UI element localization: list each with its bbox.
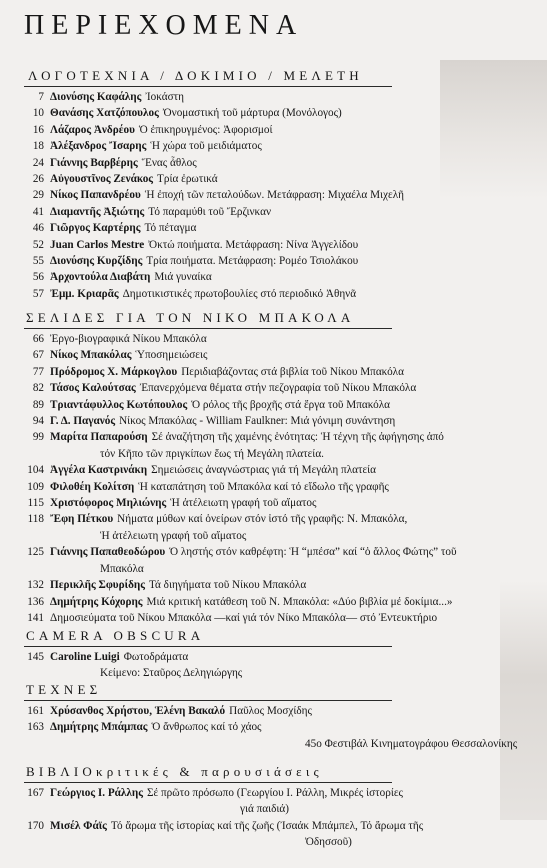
entry-author: Δημήτρης Μπάμπας <box>50 721 148 734</box>
entry-author: Ἀρχοντούλα Διαβάτη <box>50 271 151 284</box>
entry-author: Διονύσης Καφάλης <box>50 91 142 103</box>
entry-title: Τό ἄρωμα τῆς ἱστορίας καί τῆς ζωῆς (Ἰσαάκ Μπάμπελ, Τό ἄρωμα τῆς <box>110 819 424 832</box>
toc-entry <box>0 253 547 269</box>
toc-entry <box>0 171 547 187</box>
toc-entry <box>0 155 547 171</box>
toc-entry <box>0 785 547 801</box>
page-number: 18 <box>32 140 44 153</box>
entry-title: Ἐπανερχόμενα θέματα στήν πεζογραφία τοῦ Νίκου Μπακόλα <box>139 382 417 395</box>
toc-section <box>0 682 547 752</box>
page-number: 94 <box>32 415 44 428</box>
entry-author: Δημήτρης Κόχορης <box>50 595 143 608</box>
section-rule <box>24 782 392 783</box>
entry-continuation: Μπακόλα <box>100 562 144 575</box>
toc-section <box>0 764 547 851</box>
entry-title: Δημοτικιστικές πρωτοβουλίες στό περιοδικό Ἀθηνᾶ <box>122 287 357 300</box>
section-heading: ΤΕΧΝΕΣ <box>26 682 102 697</box>
entry-author: Αὐγουστῖνος Ζενάκος <box>50 173 154 186</box>
page-number: 24 <box>32 156 44 169</box>
page-number: 46 <box>32 222 44 235</box>
toc-entry <box>0 269 547 285</box>
page-number: 55 <box>32 255 44 268</box>
entry-title: Νήματα μύθων καί ὀνείρων στόν ἱστό τῆς γραφῆς: Ν. Μπακόλα, <box>117 513 408 526</box>
toc-entry <box>0 138 547 154</box>
page-number: 99 <box>32 431 44 444</box>
page-number: 104 <box>27 464 44 477</box>
entry-title: Μιά γυναίκα <box>154 271 212 284</box>
page-number: 56 <box>32 271 44 284</box>
page-number: 109 <box>27 480 44 493</box>
page-number: 141 <box>27 611 44 624</box>
entry-author: Νίκος Μπακόλας <box>50 349 132 362</box>
toc-entry <box>0 286 547 302</box>
entry-continuation: γιά παιδιά) <box>240 803 289 816</box>
toc-entry <box>0 462 547 478</box>
entry-title: Τρία ποιήματα. Μετάφραση: Ρομέο Τσιολάκου <box>146 255 359 268</box>
toc-section <box>0 628 547 682</box>
entry-title: Τά διηγήματα τοῦ Νίκου Μπακόλα <box>148 579 307 592</box>
section-heading: ΣΕΛΙΔΕΣ ΓΙΑ ΤΟΝ ΝΙΚΟ ΜΠΑΚΟΛΑ <box>26 310 355 325</box>
entry-author: Χρύσανθος Χρήστου, Ἑλένη Βακαλό <box>50 705 226 717</box>
section-rule <box>24 328 392 329</box>
toc-entry <box>0 818 547 834</box>
entry-author: Διαμαντῆς Ἀξιώτης <box>50 205 145 218</box>
page-number: 132 <box>27 579 44 592</box>
entry-author: Γεώργιος Ι. Ράλλης <box>50 787 143 799</box>
entry-title: Ἡ ἐποχή τῶν πεταλούδων. Μετάφραση: Μιχαέλα Μιχελῆ <box>144 189 404 202</box>
page-number: 118 <box>27 513 44 526</box>
toc-entry <box>0 122 547 138</box>
entry-title: Τό πέταγμα <box>144 222 197 235</box>
toc-entry <box>0 703 547 719</box>
entry-continuation: 45ο Φεστιβάλ Κινηματογράφου Θεσσαλονίκης <box>305 737 518 750</box>
entry-author: Ἀλέξανδρος Ἴσαρης <box>50 140 147 153</box>
toc-entry <box>0 331 547 347</box>
entry-author: Νίκος Παπανδρέου <box>50 189 141 202</box>
entry-title: Σημειώσεις ἀναγνώστριας γιά τή Μεγάλη πλατεία <box>151 464 377 477</box>
entry-author: Διονύσης Κυρζίδης <box>50 255 143 268</box>
page-number: 167 <box>27 787 44 799</box>
entry-author: Λάζαρος Ἀνδρέου <box>50 123 135 136</box>
entry-title: Ἡ ἀτέλειωτη γραφή τοῦ αἵματος <box>170 497 317 510</box>
entry-author: Μαρίτα Παπαρούση <box>50 431 148 444</box>
toc-entry <box>0 204 547 220</box>
entry-author: Πρόδρομος Χ. Μάρκογλου <box>50 365 178 378</box>
entry-author: Φιλοθέη Κολίτση <box>50 480 135 493</box>
page-number: 115 <box>27 497 44 510</box>
toc-entry <box>0 479 547 495</box>
section-rule <box>24 86 392 87</box>
toc-entry <box>0 347 547 363</box>
entry-author: Τριαντάφυλλος Κωτόπουλος <box>50 398 188 411</box>
page-number: 82 <box>32 382 44 395</box>
entry-title: Ὑποσημειώσεις <box>135 349 208 362</box>
entry-author: Ἀγγέλα Καστρινάκη <box>50 464 148 477</box>
page-number: 10 <box>32 107 44 120</box>
toc-entry <box>0 105 547 121</box>
entry-author: Θανάσης Χατζόπουλος <box>50 107 159 120</box>
entry-continuation: Ἡ ἀτέλειωτη γραφή τοῦ αἵματος <box>100 529 247 542</box>
page-number: 26 <box>32 173 44 186</box>
page-number: 52 <box>32 238 44 251</box>
page-number: 163 <box>27 721 44 734</box>
toc-entry <box>0 577 547 593</box>
entry-continuation: Κείμενο: Σταῦρος Δεληγιώργης <box>100 667 243 680</box>
page-number: 16 <box>32 123 44 136</box>
toc-entry <box>0 187 547 203</box>
entry-title: Δημοσιεύματα τοῦ Νίκου Μπακόλα —καί γιά τόν Νίκο Μπακόλα— στό Ἐντευκτήριο <box>50 611 438 624</box>
section-heading: CAMERA OBSCURA <box>26 628 205 643</box>
entry-title: Τό παραμύθι τοῦ Ἔρζινκαν <box>148 205 272 218</box>
page-number: 29 <box>32 189 44 202</box>
entry-title: Ὁ ρόλος τῆς βροχῆς στά ἔργα τοῦ Μπακόλα <box>191 398 390 411</box>
entry-author: Γιάννης Παπαθεοδώρου <box>50 546 166 559</box>
toc-entry <box>0 511 547 527</box>
page-number: 161 <box>27 705 44 717</box>
page-number: 170 <box>27 819 44 832</box>
entry-title: Σέ ἀναζήτηση τῆς χαμένης ἑνότητας: Ἡ τέχνη τῆς ἀφήγησης ἀπό <box>151 431 444 444</box>
entry-title: Ὀνομαστική τοῦ μάρτυρα (Μονόλογος) <box>162 107 342 120</box>
section-heading: ΛΟΓΟΤΕΧΝΙΑ / ΔΟΚΙΜΙΟ / ΜΕΛΕΤΗ <box>28 68 363 83</box>
entry-author: Χριστόφορος Μηλιώνης <box>50 497 167 510</box>
toc-entry <box>0 237 547 253</box>
page-number: 7 <box>38 91 44 103</box>
page-number: 67 <box>32 349 44 362</box>
toc-entry <box>0 649 547 665</box>
entry-title: Παῦλος Μοσχίδης <box>229 705 312 717</box>
entry-continuation: Ὀδησσοῦ) <box>305 836 352 849</box>
toc-entry <box>0 397 547 413</box>
page-title: ΠΕΡΙΕΧΟΜΕΝΑ <box>24 10 304 41</box>
toc-entry <box>0 364 547 380</box>
entry-author: Περικλῆς Σφυρίδης <box>50 579 145 592</box>
entry-author: Γιῶργος Καρτέρης <box>50 222 141 235</box>
entry-author: Ἔφη Πέτκου <box>50 513 114 526</box>
toc-entry <box>0 89 547 105</box>
toc-section <box>0 310 547 626</box>
entry-title: Ἡ καταπάτηση τοῦ Μπακόλα καί τό εἴδωλο τῆς γραφῆς <box>138 480 389 493</box>
page-number: 136 <box>27 595 44 608</box>
entry-title: Ἕνας ἆθλος <box>141 156 197 169</box>
entry-title: Φωτοδράματα <box>123 651 189 663</box>
toc-entry <box>0 610 547 626</box>
entry-title: Ὁ ληστής στόν καθρέφτη: Ἡ “μπέσα” καί “ὁ ἄλλος Φώτης” τοῦ <box>169 546 457 559</box>
page-number: 57 <box>32 287 44 300</box>
toc-entry <box>0 719 547 735</box>
entry-title: Νίκος Μπακόλας - William Faulkner: Μιά γόνιμη συνάντηση <box>119 415 396 428</box>
toc-entry <box>0 380 547 396</box>
toc-section <box>0 68 547 302</box>
section-rule <box>24 700 392 701</box>
entry-author: Τάσος Καλούτσας <box>50 382 136 395</box>
page-number: 66 <box>32 333 44 345</box>
entry-title: Ὁ ἐπικηρυγμένος: Ἀφορισμοί <box>138 123 273 136</box>
toc-entry <box>0 495 547 511</box>
toc-entry <box>0 544 547 560</box>
entry-title: Τρία ἐρωτικά <box>157 173 218 186</box>
section-heading: ΒΙΒΛΙΟκριτικές & παρουσιάσεις <box>26 764 323 779</box>
toc-entry <box>0 220 547 236</box>
page-number: 125 <box>27 546 44 559</box>
entry-author: Γ. Δ. Παγανός <box>50 415 116 428</box>
section-rule <box>24 646 392 647</box>
entry-title: Μιά κριτική κατάθεση τοῦ Ν. Μπακόλα: «Δύο βιβλία μέ δοκίμια...» <box>146 595 453 608</box>
entry-title: Ὀκτώ ποιήματα. Μετάφραση: Νίνα Ἀγγελίδου <box>148 238 359 251</box>
entry-author: Juan Carlos Mestre <box>50 238 145 251</box>
entry-title: Ἰοκάστη <box>145 91 185 103</box>
entry-title: Ἐργο-βιογραφικά Νίκου Μπακόλα <box>50 333 207 345</box>
page-number: 145 <box>27 651 44 663</box>
page-number: 41 <box>32 205 44 218</box>
entry-continuation: τόν Κῆπο τῶν πριγκίπων ἕως τή Μεγάλη πλατεία. <box>100 447 324 460</box>
toc-entry <box>0 594 547 610</box>
entry-title: Περιδιαβάζοντας στά βιβλία τοῦ Νίκου Μπακόλα <box>181 365 404 378</box>
entry-author: Ἐμμ. Κριαρᾶς <box>50 287 119 300</box>
entry-author: Μισέλ Φάϊς <box>50 819 107 832</box>
page-number: 77 <box>32 365 44 378</box>
page-number: 89 <box>32 398 44 411</box>
entry-title: Σέ πρῶτο πρόσωπο (Γεωργίου Ι. Ράλλη, Μικρές ἱστορίες <box>146 787 403 799</box>
entry-title: Ὁ ἄνθρωπος καί τό χάος <box>151 721 262 734</box>
toc-entry <box>0 429 547 445</box>
entry-author: Caroline Luigi <box>50 651 120 663</box>
entry-title: Ἡ χώρα τοῦ μειδιάματος <box>150 140 262 153</box>
toc-entry <box>0 413 547 429</box>
entry-author: Γιάννης Βαρβέρης <box>50 156 138 169</box>
